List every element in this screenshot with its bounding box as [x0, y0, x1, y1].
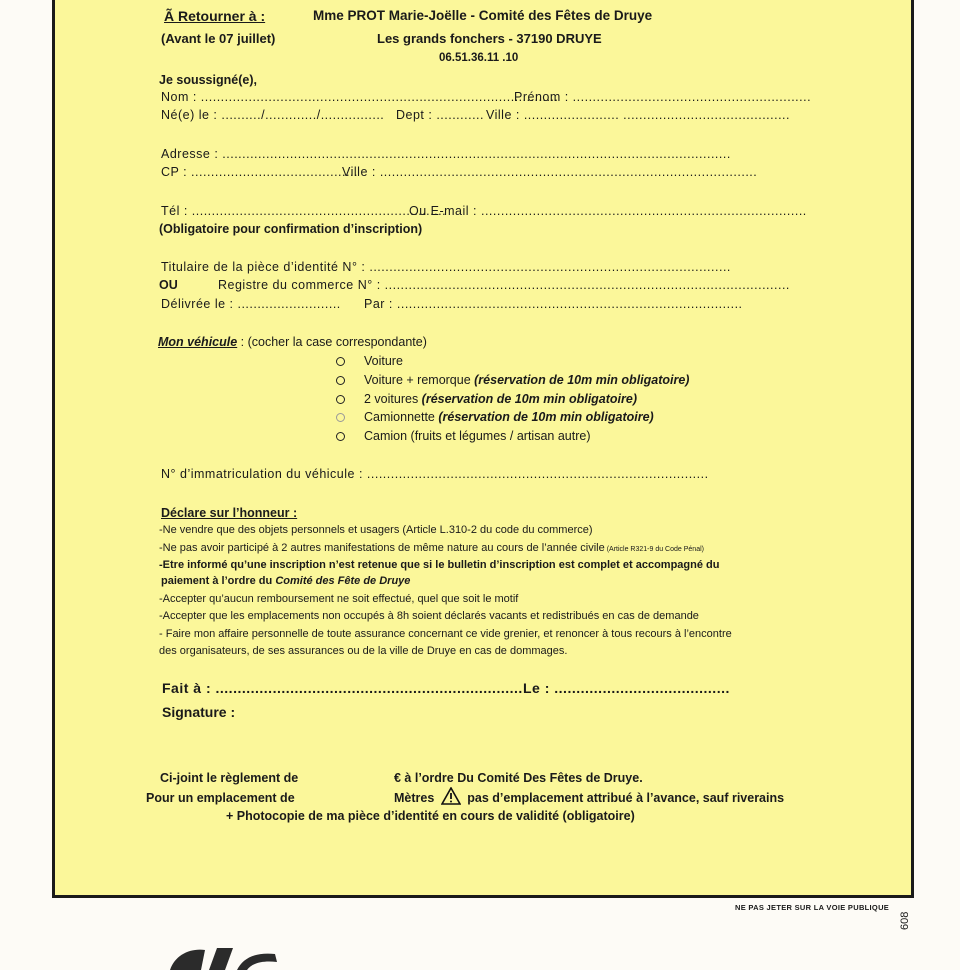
retourner-label: Ã Retourner à :	[164, 8, 266, 24]
par-field[interactable]: Par : .......................................................................................	[364, 297, 743, 311]
declaration-line: - Faire mon affaire personnelle de toute assurance concernant ce vide grenier, et renoncer à tous recours à l’encontre	[159, 628, 732, 640]
vehicle-hint: : (cocher la case correspondante)	[237, 335, 427, 349]
vehicle-heading	[158, 335, 427, 349]
declaration-line: des organisateurs, de ses assurances ou de la ville de Druye en cas de dommages.	[159, 645, 568, 657]
payment-joint: Ci-joint le règlement de	[160, 771, 299, 785]
vehicle-option-remorque[interactable]	[336, 373, 689, 387]
footer-number: 608	[899, 911, 911, 930]
adresse-field[interactable]: Adresse : ................................................................................................................................	[161, 147, 731, 161]
mandatory-note: (Obligatoire pour confirmation d’inscription)	[159, 222, 423, 236]
vehicle-option-2-voitures[interactable]	[336, 392, 637, 406]
declaration-text: paiement à l’ordre du	[161, 575, 276, 587]
vehicle-option-camionnette[interactable]	[336, 410, 654, 424]
nom-field[interactable]: Nom : ..........................................................................................	[161, 90, 559, 104]
email-field[interactable]: Ou E-mail : ..................................................................................	[409, 204, 807, 218]
declaration-title: Déclare sur l’honneur :	[161, 506, 298, 520]
declaration-line: -Etre informé qu’une inscription n’est retenue que si le bulletin d’inscription est complet et accompagné du	[159, 559, 720, 571]
payment-emplacement: Pour un emplacement de	[146, 791, 295, 805]
declaration-committee: Comité des Fête de Druye	[275, 575, 411, 587]
vehicle-option-voiture[interactable]	[336, 354, 403, 368]
recipient-address: Les grands fonchers - 37190 DRUYE	[377, 31, 602, 46]
declaration-line: -Accepter que les emplacements non occupés à 8h soient déclarés vacants et redistribués en cas de demande	[159, 610, 699, 622]
recipient: Mme PROT Marie-Joëlle - Comité des Fêtes de Druye	[313, 8, 653, 23]
option-note: (réservation de 10m min obligatoire)	[438, 410, 654, 424]
date-field[interactable]: Le : ........................................	[523, 680, 730, 696]
option-label: Voiture + remorque	[364, 373, 475, 387]
logo-icon	[165, 940, 285, 970]
declaration-text: -Ne pas avoir participé à 2 autres manifestations de même nature au cours de l’année civile	[159, 542, 605, 554]
warning-text: pas d’emplacement attribué à l’avance, sauf riverains	[467, 791, 785, 805]
ou-label: OU	[159, 278, 178, 292]
delivree-field[interactable]: Délivrée le : ..........................	[161, 297, 341, 311]
cp-field[interactable]: CP : ..........................................	[161, 165, 358, 179]
option-label: 2 voitures	[364, 392, 422, 406]
declaration-line	[159, 542, 704, 554]
radio-circle-icon[interactable]	[336, 357, 345, 366]
registre-field[interactable]: Registre du commerce N° : ......................................................................................................	[218, 278, 790, 292]
warning-icon	[441, 787, 461, 805]
radio-circle-icon[interactable]	[336, 395, 345, 404]
footer-note: NE PAS JETER SUR LA VOIE PUBLIQUE	[735, 903, 890, 912]
tel-field[interactable]: Tél : ................................................................	[161, 204, 447, 218]
radio-circle-icon[interactable]	[336, 413, 345, 422]
deadline: (Avant le 07 juillet)	[161, 31, 276, 46]
payment-ordre: € à l’ordre Du Comité Des Fêtes de Druye.	[394, 771, 643, 785]
metres-label: Mètres	[394, 791, 435, 805]
option-note: (réservation de 10m min obligatoire)	[474, 373, 690, 387]
declaration-line: -Accepter qu’aucun remboursement ne soit effectué, quel que soit le motif	[159, 593, 519, 605]
immatriculation-field[interactable]: N° d’immatriculation du véhicule : ......................................................................................	[161, 467, 709, 481]
prenom-field[interactable]: Prénom : ............................................................	[514, 90, 812, 104]
vehicle-title: Mon véhicule	[158, 335, 238, 349]
payment-metres-line	[394, 787, 784, 805]
signature-label: Signature :	[162, 704, 236, 720]
radio-circle-icon[interactable]	[336, 432, 345, 441]
form-sheet	[52, 0, 914, 898]
payment-photocopie: + Photocopie de ma pièce d’identité en cours de validité (obligatoire)	[226, 809, 635, 823]
declaration-line: -Ne vendre que des objets personnels et usagers (Article L.310-2 du code du commerce)	[159, 524, 593, 536]
radio-circle-icon[interactable]	[336, 376, 345, 385]
birthdate-field[interactable]: Né(e) le : ........../............./................	[161, 108, 385, 122]
ville-birth-field[interactable]: Ville : ........................ ..........................................	[486, 108, 790, 122]
vehicle-option-camion[interactable]	[336, 429, 590, 443]
declaration-line	[161, 575, 410, 587]
option-label: Camionnette	[364, 410, 439, 424]
dept-field[interactable]: Dept : ............	[396, 108, 484, 122]
ville-field[interactable]: Ville : ...............................................................................................	[342, 165, 758, 179]
option-label: Voiture	[364, 354, 403, 368]
option-note: (réservation de 10m min obligatoire)	[421, 392, 638, 406]
recipient-phone: 06.51.36.11 .10	[439, 52, 519, 64]
id-number-field[interactable]: Titulaire de la pièce d’identité N° : ...........................................................................................	[161, 260, 731, 274]
fait-a-field[interactable]: Fait à : ......................................................................	[162, 680, 523, 696]
intro-text: Je soussigné(e),	[159, 73, 257, 87]
option-label: Camion (fruits et légumes / artisan autre)	[364, 429, 591, 443]
declaration-article: (Article R321-9 du Code Pénal)	[604, 546, 704, 553]
